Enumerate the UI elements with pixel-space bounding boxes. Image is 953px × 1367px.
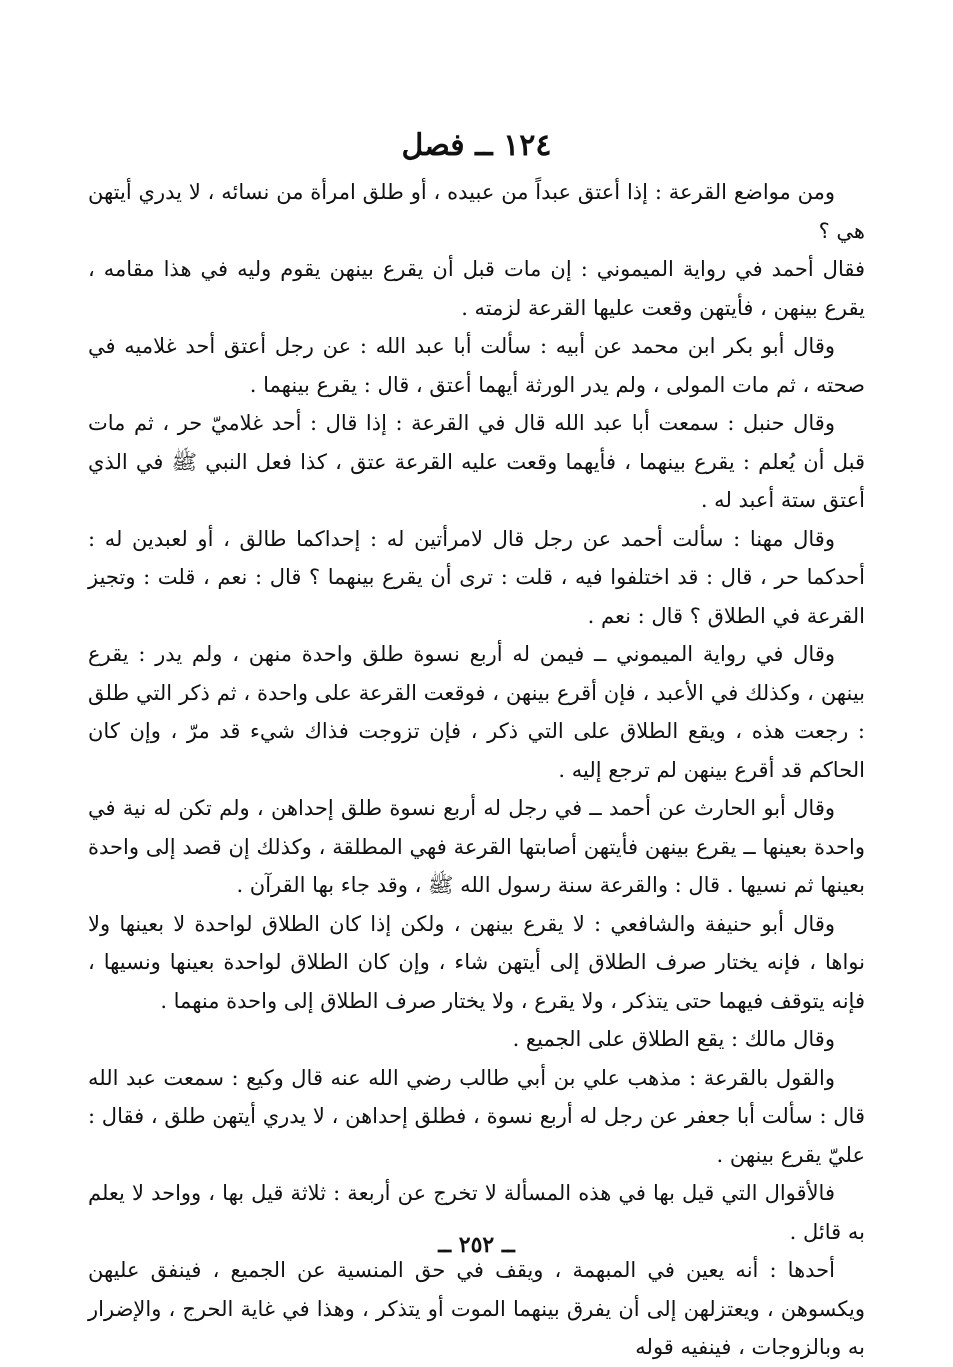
paragraph: وقال أبو الحارث عن أحمد ــ في رجل له أربع نسوة طلق إحداهن ، ولم تكن له نية في واحدة بعينها ــ يقرع بينهن فأيتهن أصابتها القرعة فهي المطلقة ، وكذلك إن قصد إلى واحدة بعينها ثم نسيها . قال : والقرعة سنة رسول الله ﷺ ، وقد جاء بها القرآن . — [88, 796, 865, 897]
page-number: ــ ٢٥٢ ــ — [438, 1232, 515, 1258]
paragraph: فقال أحمد في رواية الميموني : إن مات قبل أن يقرع بينهن يقوم وليه في هذا مقامه ، يقرع بينهن ، فأيتهن وقعت عليها القرعة لزمته . — [88, 257, 865, 320]
paragraph: أحدها : أنه يعين في المبهمة ، ويقف في حق المنسية عن الجميع ، فينفق عليهن ويكسوهن ، ويعتزلهن إلى أن يفرق بينهما الموت أو يتذكر ، وهذا في غاية الحرج ، والإضرار به وبالزوجات ، فينفيه قوله — [88, 1258, 865, 1359]
paragraph: وقال حنبل : سمعت أبا عبد الله قال في القرعة : إذا قال : أحد غلاميّ حر ، ثم مات قبل أن يُعلم : يقرع بينهما ، فأيهما وقعت عليه القرعة عتق ، كذا فعل النبي ﷺ في الذي أعتق ستة أعبد له . — [88, 411, 865, 512]
paragraph: وقال في رواية الميموني ــ فيمن له أربع نسوة طلق واحدة منهن ، ولم يدر : يقرع بينهن ، وكذلك في الأعبد ، فإن أقرع بينهن ، فوقعت القرعة على واحدة ، ثم ذكر التي طلق : رجعت هذه ، ويقع الطلاق على التي ذكر ، فإن تزوجت فذاك شيء قد مرّ ، وإن كان الحاكم قد أقرع بينهن لم ترجع إليه . — [88, 642, 865, 782]
paragraph: وقال مالك : يقع الطلاق على الجميع . — [512, 1027, 835, 1051]
paragraph: ومن مواضع القرعة : إذا أعتق عبداً من عبيده ، أو طلق امرأة من نسائه ، لا يدري أيتهن هي ؟ — [88, 180, 865, 243]
chapter-heading: ١٢٤ ــ فصل — [401, 128, 552, 163]
paragraph: وقال أبو حنيفة والشافعي : لا يقرع بينهن ، ولكن إذا كان الطلاق لواحدة لا بعينها ولا نواها ، فإنه يختار صرف الطلاق إلى أيتهن شاء ، وإن كان الطلاق لواحدة بعينها ونسيها ، فإنه يتوقف فيهما حتى يتذكر ، ولا يقرع ، ولا يختار صرف الطلاق إلى واحدة منهما . — [88, 911, 865, 1013]
paragraph: وقال مهنا : سألت أحمد عن رجل قال لامرأتين له : إحداكما طالق ، أو لعبدين له : أحدكما حر ، قال : قد اختلفوا فيه ، قلت : ترى أن يقرع بينهما ؟ قال : نعم ، قلت : وتجيز القرعة في الطلاق ؟ قال : نعم . — [88, 526, 865, 628]
paragraph: والقول بالقرعة : مذهب علي بن أبي طالب رضي الله عنه قال وكيع : سمعت عبد الله قال : سألت أبا جعفر عن رجل له أربع نسوة ، فطلق إحداهن ، لا يدري أيتهن طلق ، فقال : عليّ يقرع بينهن . — [88, 1065, 865, 1167]
paragraph: فالأقوال التي قيل بها في هذه المسألة لا تخرج عن أربعة : ثلاثة قيل بها ، وواحد لا يعلم به قائل . — [88, 1181, 865, 1244]
paragraph: وقال أبو بكر ابن محمد عن أبيه : سألت أبا عبد الله : عن رجل أعتق أحد غلاميه في صحته ، ثم مات المولى ، ولم يدر الورثة أيهما أعتق ، قال : يقرع بينهما . — [88, 334, 865, 397]
body-text — [88, 173, 865, 1367]
